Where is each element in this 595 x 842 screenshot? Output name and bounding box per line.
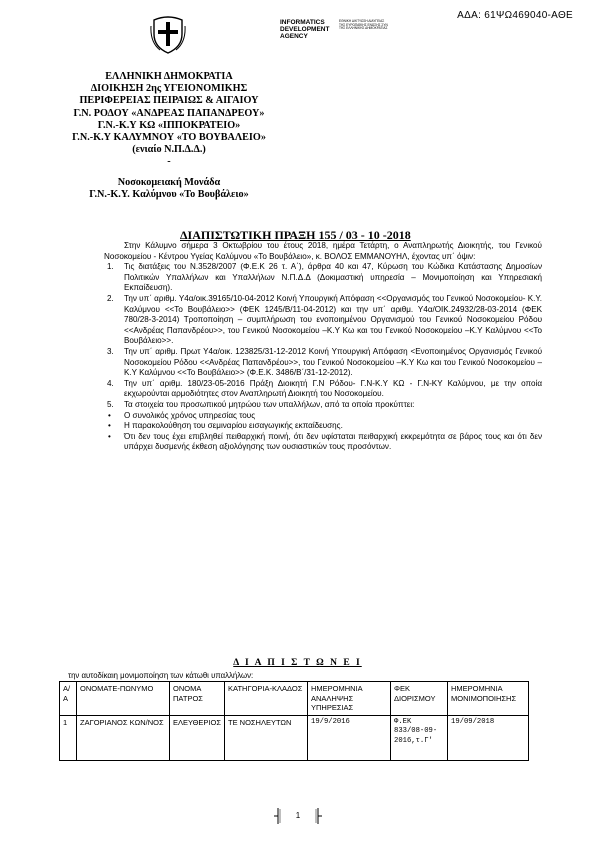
list-item: 5. Τα στοιχεία του προσωπικού μητρώου των υπαλλήλων, από τα οποία προκύπτει:: [107, 399, 415, 409]
logo-small-text: ΕΘΝΙΚΗ ΔΙΚΤΥΩΣΗ ΔΙΑΥΓΕΙΑΣ ΤΗΣ ΕΥΡΩΠΑΪΚΗΣ ΕΝΩΣΗΣ ΣΥΝ ΤΗΣ ΕΛΛΗΝΙΚΗΣ ΔΗΜΟΚΡΑΤΙΑΣ: [339, 19, 388, 30]
page-number: 1: [295, 811, 301, 820]
table-header-row: [60, 682, 529, 716]
greek-coat-of-arms-icon: [150, 14, 186, 54]
issuer-header: ΕΛΛΗΝΙΚΗ ΔΗΜΟΚΡΑΤΙΑ ΔΙΟΙΚΗΣΗ 2ης ΥΓΕΙΟΝΟΜΙΚΗΣ ΠΕΡΙΦΕΡΕΙΑΣ ΠΕΙΡΑΙΩΣ & ΑΙΓΑΙΟΥ Γ.Ν. ΡΟΔΟΥ «ΑΝΔΡΕΑΣ ΠΑΠΑΝΔΡΕΟΥ» Γ.Ν.-Κ.Υ ΚΩ «ΙΠΠΟΚΡΑΤΕΙΟ» Γ.Ν.-Κ.Υ ΚΑΛΥΜΝΟΥ «ΤΟ ΒΟΥΒΑΛΕΙΟ» (ενιαίο Ν.Π.Δ.Δ.) -: [72, 71, 266, 168]
table-cell: 1: [60, 715, 77, 760]
bullet-item: • Ο συνολικός χρόνος υπηρεσίας τους: [108, 410, 256, 420]
declaration-heading: Δ Ι Α Π Ι Σ Τ Ω Ν Ε Ι: [233, 658, 362, 668]
list-item: 4. Την υπ΄ αριθμ. 180/23-05-2016 Πράξη Διοικητή Γ.Ν Ρόδου- Γ.Ν-Κ.Υ ΚΩ - Γ.Ν-ΚΥ Καλύμνου, με την οποία εκχωρούνται αρμοδιότητες στον Αναπληρωτή Διοικητή του Νοσοκομείου.: [107, 378, 542, 399]
table-cell: 19/09/2018: [448, 715, 529, 760]
hospital-unit: Νοσοκομειακή Μονάδα Γ.Ν.-Κ.Υ. Καλύμνου «Το Βουβάλειο»: [89, 177, 249, 201]
column-header: ΗΜΕΡΟΜΗΝΙΑ ΑΝΑΛΗΨΗΣ ΥΠΗΡΕΣΙΑΣ: [308, 682, 391, 716]
column-header: ΟΝΟΜΑ ΠΑΤΡΟΣ: [170, 682, 225, 716]
bullet-icon: •: [108, 410, 111, 420]
ada-code: ΑΔΑ: 61ΨΩ469040-ΑΘΕ: [457, 10, 573, 21]
bullet-item: • Η παρακολούθηση του σεμιναρίου εισαγωγικής εκπαίδευσης.: [108, 421, 343, 431]
staff-table: [59, 681, 529, 761]
conditions-list: [104, 411, 542, 453]
table-cell: ΕΛΕΥΘΕΡΙΟΣ: [170, 715, 225, 760]
column-header: ΟΝΟΜΑΤΕ-ΠΩΝΥΜΟ: [77, 682, 170, 716]
table-cell: Φ.ΕΚ 833/08-09-2016,τ.Γ': [391, 715, 448, 760]
table-cell: ΤΕ ΝΟΣΗΛΕΥΤΩΝ: [225, 715, 308, 760]
document-body: [104, 241, 542, 453]
bullet-icon: •: [108, 421, 111, 431]
list-item: 3. Την υπ΄ αριθμ. Πρωτ Υ4α/οικ. 123825/31-12-2012 Κοινή Υπουργική Απόφαση <Ενοποιημένος Οργανισμός Γενικού Νοσοκομείου Ρόδου <<Ανδρέας Παπανδρέου>>, του Γενικού Νοσοκομείου –Κ.Υ Κω και του Γενικού Νοσοκομείου –Κ.Υ Καλύμνου <<Το Βουβάλειο>> (Φ.Ε.Κ. 3486/Β΄/31-12-2012).: [107, 346, 542, 378]
table-cell: ΖΑΓΟΡΙΑΝΟΣ ΚΩΝ/ΝΟΣ: [77, 715, 170, 760]
intro-paragraph: Στην Κάλυμνο σήμερα 3 Οκτωβρίου του έτους 2018, ημέρα Τετάρτη, ο Αναπληρωτής Διοικητής, του Γενικού Νοσοκομείου - Κέντρου Υγείας Καλύμνου «Το Βουβάλειο», κ. ΒΟΛΟΣ ΕΜΜΑΝΟΥΗΛ, έχοντας υπ΄ όψιν:: [104, 241, 542, 261]
considerations-list: [104, 262, 542, 410]
bullet-icon: •: [108, 431, 111, 441]
list-item: 2. Την υπ΄ αριθμ. Υ4α/οικ.39165/10-04-2012 Κοινή Υπουργική Απόφαση <<Οργανισμός του Γενικού Νοσοκομείου- Κ.Υ. Καλύμνου <<Το Βουβάλειο>> (ΦΕΚ 1245/Β/11-04-2012) και την υπ΄ αριθμ. Υ4α/ΟΙΚ.24932/28-03-2014 (ΦΕΚ 780/28-3-2014) Τροποποίηση – συμπλήρωση του ενοποιημένου Οργανισμού του Γενικού Νοσοκομείου Ρόδου <<Ανδρέας Παπανδρέου>>, του Γενικού Νοσοκομείου –Κ.Υ Κω και του Γενικού Νοσοκομείου –Κ.Υ Καλύμνου <<Το Βουβάλειο>>.: [107, 293, 542, 346]
document-title: ΔΙΑΠΙΣΤΩΤΙΚΗ ΠΡΑΞΗ 155 / 03 - 10 -2018: [180, 228, 411, 242]
list-item: 1. Τις διατάξεις του Ν.3528/2007 (Φ.Ε.Κ 26 τ. Α΄), άρθρα 40 και 47, Κύρωση του Κώδικα Κατάστασης Δημοσίων Πολιτικών Υπαλλήλων και Υπαλλήλων Ν.Π.Δ.Δ (Δοκιμαστική υπηρεσία – Μονιμοποίηση και Υπηρεσιακή Εκπαίδευση).: [107, 262, 542, 293]
informatics-agency-logo: INFORMATICS DEVELOPMENT AGENCY: [280, 19, 330, 40]
table-cell: 19/9/2016: [308, 715, 391, 760]
column-header: ΚΑΤΗΓΟΡΙΑ-ΚΛΑΔΟΣ: [225, 682, 308, 716]
table-intro: την αυτοδίκαιη μονιμοποίηση των κάτωθι υπαλλήλων:: [68, 671, 254, 680]
page-number-box: [270, 806, 326, 826]
column-header: Α/Α: [60, 682, 77, 716]
column-header: ΦΕΚ ΔΙΟΡΙΣΜΟΥ: [391, 682, 448, 716]
column-header: ΗΜΕΡΟΜΗΝΙΑ ΜΟΝΙΜΟΠΟΙΗΣΗΣ: [448, 682, 529, 716]
bullet-item: • Ότι δεν τους έχει επιβληθεί πειθαρχική ποινή, ότι δεν υφίσταται πειθαρχική εκκρεμότητα σε βάρος τους και ότι δεν υπάρχει δυσμενής έκθεση αξιολόγησης των ουσιαστικών τους προσόντων.: [108, 431, 542, 452]
table-row: [60, 715, 529, 760]
